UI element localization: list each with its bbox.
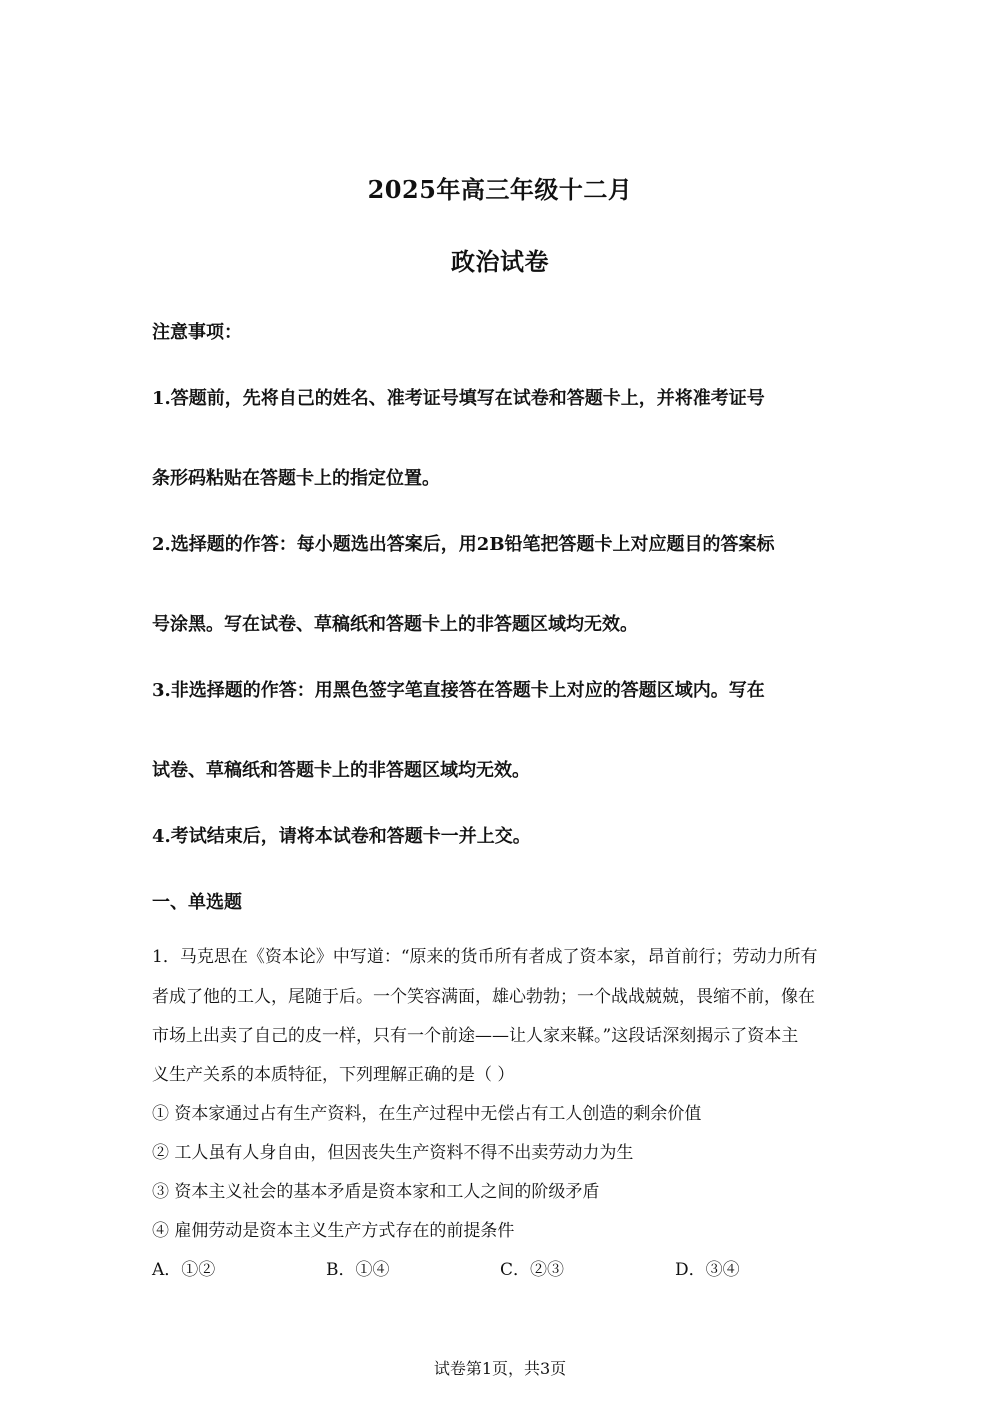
notice-item-4: 4.考试结束后，请将本试卷和答题卡一并上交。 — [152, 826, 531, 847]
question-1-statement-3: ③ 资本主义社会的基本矛盾是资本家和工人之间的阶级矛盾 — [152, 1182, 600, 1202]
exam-subject-title: 政治试卷 — [451, 247, 549, 276]
question-1-option-c: C．②③ — [500, 1260, 565, 1280]
notice-item-3-line-2: 试卷、草稿纸和答题卡上的非答题区域均无效。 — [152, 760, 530, 781]
question-1-stem-line-2: 者成了他的工人，尾随于后。一个笑容满面，雄心勃勃；一个战战兢兢，畏缩不前，像在 — [152, 987, 815, 1007]
question-1-statement-4: ④ 雇佣劳动是资本主义生产方式存在的前提条件 — [152, 1221, 515, 1241]
notice-heading: 注意事项： — [152, 322, 242, 343]
notice-item-2-line-1: 2.选择题的作答：每小题选出答案后，用2B铅笔把答题卡上对应题目的答案标 — [152, 534, 775, 555]
question-1-option-d: D．③④ — [675, 1260, 740, 1280]
notice-item-2-line-2: 号涂黑。写在试卷、草稿纸和答题卡上的非答题区域均无效。 — [152, 614, 638, 635]
question-1-option-a: A．①② — [152, 1260, 216, 1280]
question-1-stem-line-1: 1．马克思在《资本论》中写道：“原来的货币所有者成了资本家，昂首前行；劳动力所有 — [152, 947, 818, 967]
page-footer: 试卷第1页，共3页 — [433, 1359, 567, 1378]
question-1-statement-2: ② 工人虽有人身自由，但因丧失生产资料不得不出卖劳动力为生 — [152, 1143, 634, 1163]
section-heading: 一、单选题 — [152, 892, 242, 913]
notice-item-3-line-1: 3.非选择题的作答：用黑色签字笔直接答在答题卡上对应的答题区域内。写在 — [152, 680, 765, 701]
question-1-option-b: B．①④ — [326, 1260, 390, 1280]
question-1-stem-line-4: 义生产关系的本质特征，下列理解正确的是（ ） — [152, 1065, 515, 1085]
exam-title: 2025年高三年级十二月 — [367, 175, 633, 204]
question-1-statement-1: ① 资本家通过占有生产资料，在生产过程中无偿占有工人创造的剩余价值 — [152, 1104, 702, 1124]
notice-item-1-line-2: 条形码粘贴在答题卡上的指定位置。 — [152, 468, 440, 489]
notice-item-1-line-1: 1.答题前，先将自己的姓名、准考证号填写在试卷和答题卡上，并将准考证号 — [152, 388, 765, 409]
question-1-stem-line-3: 市场上出卖了自己的皮一样，只有一个前途——让人家来鞣。”这段话深刻揭示了资本主 — [152, 1026, 799, 1046]
